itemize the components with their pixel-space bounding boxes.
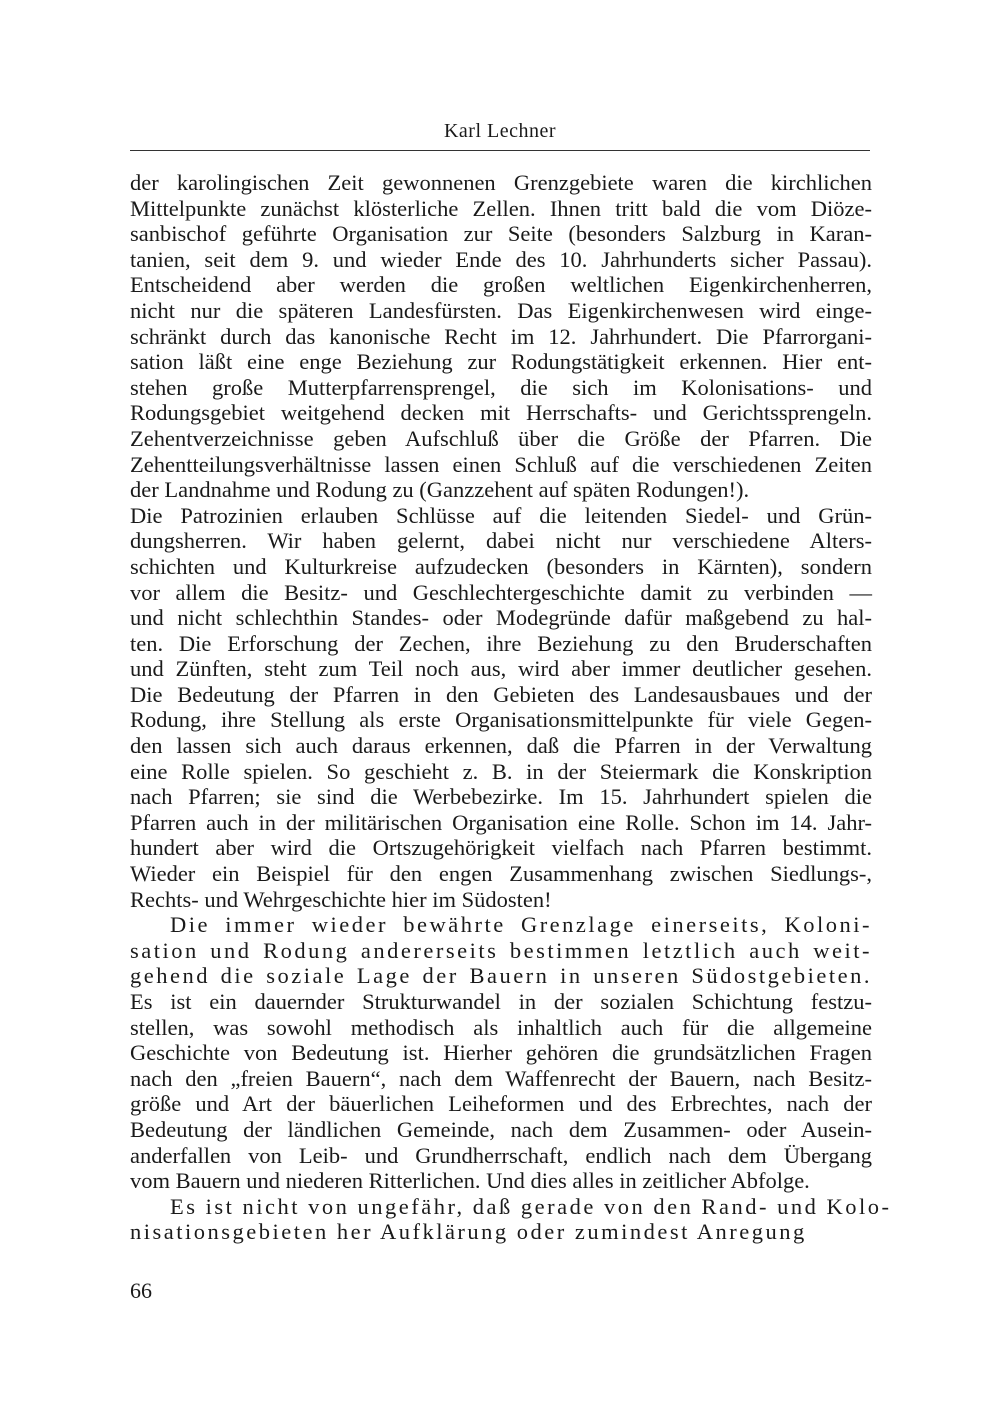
text-line: sation und Rodung andererseits bestimmen letztlich auch weit- [130, 937, 872, 963]
text-line: nach den „freien Bauern“, nach dem Waffenrecht der Bauern, nach Besitz- [130, 1065, 872, 1091]
text-line: Es ist ein dauernder Strukturwandel in der sozialen Schichtung festzu- [130, 989, 872, 1014]
text-line: nach Pfarren; sie sind die Werbebezirke. Im 15. Jahrhundert spielen die [130, 784, 872, 810]
text-line: gehend die soziale Lage der Bauern in unseren Südostgebieten. [130, 963, 872, 989]
text-line: Zehentteilungsverhältnisse lassen einen Schluß auf die verschiedenen Zeiten [130, 451, 872, 477]
text-line: Bedeutung der ländlichen Gemeinde, nach dem Zusammen- oder Ausein- [130, 1116, 872, 1142]
text-line: dungsherren. Wir haben gelernt, dabei nicht nur verschiedene Alters- [130, 528, 872, 554]
text-line: den lassen sich auch daraus erkennen, daß die Pfarren in der Verwaltung [130, 733, 872, 759]
text-line: Rodungsgebiet weitgehend decken mit Herrschafts- und Gerichtssprengeln. [130, 400, 872, 426]
text-line: Zehentverzeichnisse geben Aufschluß über die Größe der Pfarren. Die [130, 425, 872, 451]
text-line: Geschichte von Bedeutung ist. Hierher gehören die grundsätzlichen Fragen [130, 1040, 872, 1066]
text-line: der karolingischen Zeit gewonnenen Grenzgebiete waren die kirchlichen [130, 170, 872, 195]
page-number: 66 [130, 1278, 152, 1303]
text-line: eine Rolle spielen. So geschieht z. B. in der Steiermark die Konskription [130, 758, 872, 784]
text-line: vor allem die Besitz- und Geschlechtergeschichte damit zu verbinden — [130, 579, 872, 605]
text-line: tanien, seit dem 9. und wieder Ende des 10. Jahrhunderts sicher Passau). [130, 246, 872, 272]
text-line: nisationsgebieten her Aufklärung oder zumindest Anregung [130, 1219, 807, 1245]
text-line: der Landnahme und Rodung zu (Ganzzehent auf späten Rodungen!). [130, 477, 750, 503]
text-line: Die immer wieder bewährte Grenzlage einerseits, Koloni- [170, 912, 872, 938]
text-line: Es ist nicht von ungefähr, daß gerade von den Rand- und Kolo- [170, 1193, 892, 1219]
text-line: und nicht schlechthin Standes- oder Modegründe dafür maßgebend zu hal- [130, 605, 872, 631]
text-line: Die Bedeutung der Pfarren in den Gebieten des Landesausbaues und der [130, 681, 872, 707]
text-line: hundert aber wird die Ortszugehörigkeit vielfach nach Pfarren bestimmt. [130, 835, 872, 861]
text-line: größe und Art der bäuerlichen Leiheformen und des Erbrechtes, nach der [130, 1091, 872, 1117]
text-line: Die Patrozinien erlauben Schlüsse auf die leitenden Siedel- und Grün- [130, 502, 872, 528]
running-head: Karl Lechner [443, 120, 557, 142]
text-line: sanbischof geführte Organisation zur Seite (besonders Salzburg in Karan- [130, 221, 872, 247]
text-line: anderfallen von Leib- und Grundherrschaft, endlich nach dem Übergang [130, 1142, 872, 1168]
text-line: Entscheidend aber werden die großen weltlichen Eigenkirchenherren, [130, 272, 872, 298]
text-line: sation läßt eine enge Beziehung zur Rodungstätigkeit erkennen. Hier ent- [130, 349, 872, 375]
text-line: nicht nur die späteren Landesfürsten. Das Eigenkirchenwesen wird einge- [130, 297, 872, 323]
text-line: Rechts- und Wehrgeschichte hier im Südosten! [130, 886, 552, 912]
text-line: stellen, was sowohl methodisch als inhaltlich auch für die allgemeine [130, 1014, 872, 1040]
header-rule [130, 150, 870, 151]
text-line: vom Bauern und niederen Ritterlichen. Und dies alles in zeitlicher Abfolge. [130, 1168, 810, 1194]
text-line: Rodung, ihre Stellung als erste Organisationsmittelpunkte für viele Gegen- [130, 707, 872, 733]
text-line: Wieder ein Beispiel für den engen Zusammenhang zwischen Siedlungs-, [130, 861, 872, 887]
text-line: und Zünften, steht zum Teil noch aus, wird aber immer deutlicher gesehen. [130, 656, 872, 682]
text-line: ten. Die Erforschung der Zechen, ihre Beziehung zu den Bruderschaften [130, 630, 872, 656]
text-line: stehen große Mutterpfarrensprengel, die sich im Kolonisations- und [130, 374, 872, 400]
text-line: Mittelpunkte zunächst klösterliche Zellen. Ihnen tritt bald die vom Diöze- [130, 195, 872, 221]
body-text [130, 170, 892, 1245]
text-line: schichten und Kulturkreise aufzudecken (besonders in Kärnten), sondern [130, 553, 872, 579]
text-line: Pfarren auch in der militärischen Organisation eine Rolle. Schon im 14. Jahr- [130, 809, 872, 835]
text-line: schränkt durch das kanonische Recht im 12. Jahrhundert. Die Pfarrorgani- [130, 323, 872, 349]
